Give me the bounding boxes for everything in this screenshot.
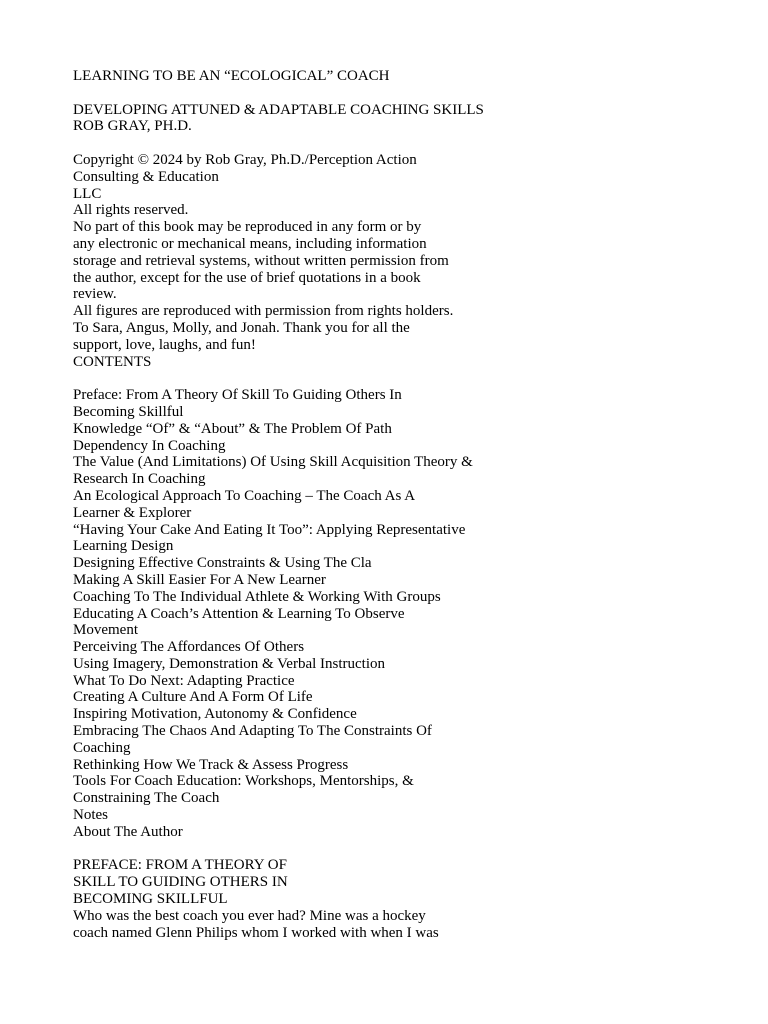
toc-entry: “Having Your Cake And Eating It Too”: Applying Representative — [73, 521, 466, 538]
toc-entry: Inspiring Motivation, Autonomy & Confidence — [73, 706, 357, 723]
toc-entry: About The Author — [73, 823, 183, 840]
toc-entry: The Value (And Limitations) Of Using Skill Acquisition Theory & — [73, 454, 473, 471]
book-title: LEARNING TO BE AN “ECOLOGICAL” COACH — [73, 68, 390, 84]
spacer — [73, 85, 533, 102]
dedication-line: support, love, laughs, and fun! — [73, 336, 256, 353]
copyright-line: Consulting & Education — [73, 168, 219, 185]
copyright-line: any electronic or mechanical means, including information — [73, 235, 427, 252]
toc-entry: An Ecological Approach To Coaching – The Coach As A — [73, 487, 416, 504]
toc-entry: Perceiving The Affordances Of Others — [73, 639, 305, 656]
contents-heading: CONTENTS — [73, 353, 152, 370]
spacer — [73, 841, 533, 858]
book-subtitle: DEVELOPING ATTUNED & ADAPTABLE COACHING SKILLS — [73, 101, 484, 118]
preface-heading: SKILL TO GUIDING OTHERS IN — [73, 874, 288, 891]
toc-entry: Preface: From A Theory Of Skill To Guiding Others In — [73, 387, 402, 404]
toc-entry: Designing Effective Constraints & Using The Cla — [73, 555, 372, 572]
toc-entry: Creating A Culture And A Form Of Life — [73, 689, 313, 706]
preface-body-line: Who was the best coach you ever had? Mine was a hockey — [73, 907, 426, 924]
copyright-line: LLC — [73, 185, 102, 202]
preface-heading: PREFACE: FROM A THEORY OF — [73, 857, 287, 874]
copyright-line: No part of this book may be reproduced in any form or by — [73, 219, 422, 236]
toc-entry: Coaching — [73, 739, 131, 756]
copyright-line: review. — [73, 286, 117, 303]
dedication-line: To Sara, Angus, Molly, and Jonah. Thank you for all the — [73, 319, 410, 336]
copyright-section — [73, 152, 533, 354]
document-page — [73, 68, 533, 941]
toc-entry: Educating A Coach’s Attention & Learning To Observe — [73, 605, 405, 622]
toc-entry: Learning Design — [73, 538, 174, 555]
spacer — [73, 135, 533, 152]
toc-entry: Using Imagery, Demonstration & Verbal Instruction — [73, 655, 386, 672]
toc-entry: Constraining The Coach — [73, 790, 220, 807]
copyright-line: storage and retrieval systems, without written permission from — [73, 252, 449, 269]
copyright-line: the author, except for the use of brief quotations in a book — [73, 269, 421, 286]
preface-heading: BECOMING SKILLFUL — [73, 891, 228, 908]
table-of-contents — [73, 354, 533, 841]
copyright-line: All figures are reproduced with permission from rights holders. — [73, 303, 454, 320]
toc-entry: Research In Coaching — [73, 471, 206, 488]
spacer — [73, 370, 533, 387]
toc-entry: Tools For Coach Education: Workshops, Mentorships, & — [73, 773, 414, 790]
copyright-line: Copyright © 2024 by Rob Gray, Ph.D./Perception Action — [73, 151, 417, 168]
toc-entry: Rethinking How We Track & Assess Progress — [73, 756, 349, 773]
toc-entry: Notes — [73, 807, 108, 824]
toc-entry: Dependency In Coaching — [73, 437, 226, 454]
book-author: ROB GRAY, PH.D. — [73, 118, 192, 135]
preface-body-line: coach named Glenn Philips whom I worked with when I was — [73, 924, 439, 941]
preface-section — [73, 857, 533, 941]
copyright-line: All rights reserved. — [73, 202, 189, 219]
toc-entry: Knowledge “Of” & “About” & The Problem Of Path — [73, 420, 392, 437]
toc-entry: Learner & Explorer — [73, 504, 192, 521]
toc-entry: Movement — [73, 622, 138, 639]
toc-entry: Making A Skill Easier For A New Learner — [73, 571, 326, 588]
toc-entry: Embracing The Chaos And Adapting To The Constraints Of — [73, 723, 432, 740]
toc-entry: Coaching To The Individual Athlete & Working With Groups — [73, 588, 441, 605]
toc-entry: Becoming Skillful — [73, 403, 184, 420]
toc-entry: What To Do Next: Adapting Practice — [73, 672, 295, 689]
